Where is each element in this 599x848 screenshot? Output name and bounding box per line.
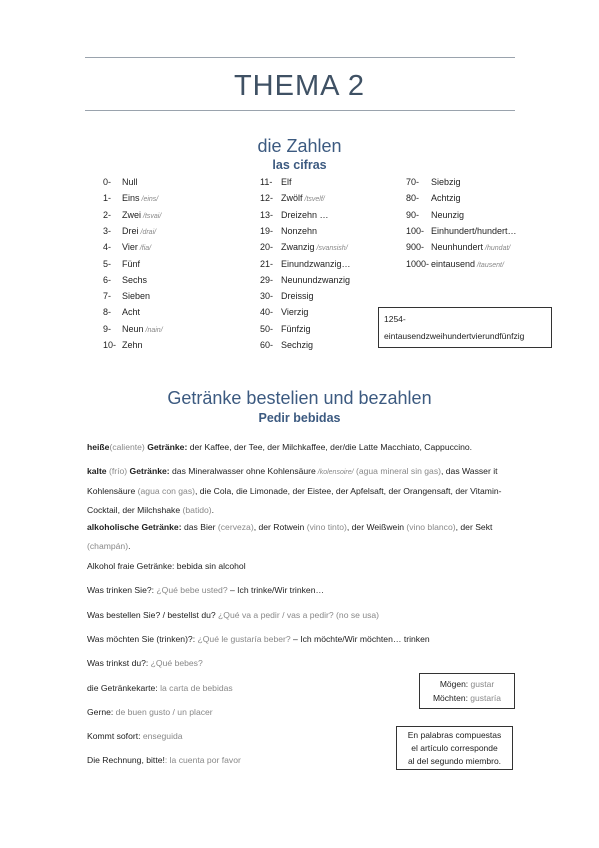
number-word: Nonzehn — [281, 225, 318, 236]
translation: gustaría — [467, 693, 502, 703]
translation: (agua con gas) — [135, 486, 195, 496]
number-word: Einhundert/hundert… — [431, 225, 517, 236]
number-digit: 90- — [406, 209, 420, 220]
phrase: Gerne: — [87, 707, 114, 717]
section-title-getraenke: Getränke bestelien und bezahlen — [167, 388, 432, 408]
number-entry — [103, 291, 150, 301]
number-pronunciation: /nain/ — [145, 326, 163, 334]
note: (no se usa) — [333, 610, 380, 620]
text: , das Wasser it Kohlensäure — [87, 466, 498, 496]
number-entry — [406, 226, 517, 236]
number-entry — [260, 177, 292, 187]
text: , der Weißwein — [346, 522, 405, 532]
number-digit: 20- — [260, 242, 274, 253]
translation: gustar — [468, 679, 495, 689]
number-word: Vierzig — [281, 307, 309, 318]
number-word: Neunhundert — [431, 242, 484, 253]
number-entry — [103, 324, 163, 334]
compound-note-box — [396, 726, 513, 770]
number-entry — [103, 275, 147, 285]
number-digit: 60- — [260, 340, 274, 350]
phrase-was-moechten-sie — [87, 630, 517, 649]
box-line: En palabras compuestas — [407, 730, 502, 740]
number-digit: 10- — [103, 340, 117, 350]
term: Möchten: — [432, 693, 468, 703]
number-word: Dreissig — [281, 291, 314, 302]
number-digit: 100- — [406, 225, 425, 236]
number-word: eintausend — [431, 258, 476, 269]
page-title: THEMA 2 — [233, 70, 366, 102]
translation: ¿Qué va a pedir / vas a pedir? — [215, 610, 334, 620]
number-digit: 12- — [260, 193, 274, 204]
translation: la carta de bebidas — [157, 683, 233, 693]
translation: (vino tinto) — [304, 522, 347, 532]
number-entry — [103, 226, 156, 236]
phrase: Was trinkst du?: — [87, 658, 149, 668]
number-pronunciation: /tsvai/ — [143, 212, 162, 220]
number-digit: 19- — [260, 225, 274, 236]
term: Mögen: — [439, 679, 469, 689]
translation: (batido) — [180, 505, 212, 515]
number-digit: 80- — [406, 193, 420, 204]
number-entry — [260, 324, 311, 334]
number-pronunciation: /tausent/ — [477, 261, 504, 269]
phrase: Die Rechnung, bitte! — [87, 755, 165, 765]
text: , die Cola, die Limonade, der Eistee, der Apfelsaft, der Orangensaft, der Vitamin-Cocktail, der Milchshake — [87, 486, 502, 515]
paragraph-alkoholische — [87, 518, 517, 556]
top-rule — [85, 57, 515, 58]
number-entry — [260, 340, 313, 350]
term: Getränke: — [127, 466, 170, 476]
number-word: Einundzwanzig… — [281, 258, 351, 269]
box-line: el artículo corresponde — [411, 743, 498, 753]
number-entry — [260, 275, 350, 285]
text: , der Sekt — [455, 522, 493, 532]
number-word: Null — [122, 177, 138, 187]
number-pronunciation: /drai/ — [140, 228, 157, 236]
number-digit: 50- — [260, 323, 274, 334]
number-word: Vier — [122, 242, 138, 253]
number-pronunciation: /fia/ — [139, 245, 152, 253]
box-line — [420, 691, 514, 705]
term: Getränke: — [144, 442, 188, 452]
number-entry — [260, 307, 308, 317]
box-line — [420, 677, 514, 691]
number-word: Fünf — [122, 258, 141, 269]
number-entry — [103, 177, 138, 187]
number-entry — [103, 307, 140, 317]
number-entry — [103, 193, 158, 203]
translation: ¿Qué bebe usted? — [154, 585, 228, 595]
phrase-was-trinken-sie — [87, 581, 517, 600]
number-word: Sechzig — [281, 340, 314, 350]
term: kalte — [87, 466, 107, 476]
translation: ¿Qué le gustaría beber? — [195, 634, 291, 644]
number-digit: 2- — [103, 209, 112, 220]
number-word: Sieben — [122, 291, 151, 302]
number-word: Sechs — [122, 274, 148, 285]
translation: enseguida — [140, 731, 183, 741]
number-word: Siebzig — [431, 177, 461, 187]
number-entry — [406, 259, 504, 269]
text: , der Rotwein — [253, 522, 305, 532]
number-digit: 5- — [103, 258, 112, 269]
number-digit: 1000- — [406, 258, 430, 269]
phrase: Was trinken Sie?: — [87, 585, 155, 595]
title-rule — [85, 110, 515, 111]
number-entry — [103, 210, 161, 220]
number-word: Neunundzwanzig — [281, 274, 351, 285]
number-word: Zehn — [122, 340, 143, 350]
number-word: Elf — [281, 177, 292, 187]
example-number: 1254- — [384, 314, 406, 324]
term: heiße — [87, 442, 110, 452]
term: alkoholische Getränke: — [87, 522, 182, 532]
number-entry — [103, 340, 143, 350]
number-digit: 11- — [260, 177, 273, 187]
number-word: Acht — [122, 307, 141, 318]
number-digit: 40- — [260, 307, 274, 318]
number-entry — [260, 242, 348, 252]
text: . — [128, 541, 131, 551]
paragraph-heisse — [87, 438, 517, 457]
number-entry — [260, 259, 351, 269]
answer: – Ich trinke/Wir trinken… — [227, 585, 325, 595]
number-word: Dreizehn … — [281, 209, 329, 220]
number-digit: 30- — [260, 291, 274, 302]
paragraph-kalte — [87, 462, 517, 520]
number-digit: 70- — [406, 177, 420, 187]
number-entry — [260, 193, 325, 203]
number-entry — [103, 259, 140, 269]
number-word: Drei — [122, 225, 139, 236]
translation: (agua mineral sin gas) — [353, 466, 441, 476]
translation: (cerveza) — [215, 522, 254, 532]
number-pronunciation: /svansish/ — [316, 245, 348, 253]
phrase: die Getränkekarte: — [87, 683, 158, 693]
translation: (vino blanco) — [404, 522, 456, 532]
pronunciation: /kolensoire/ — [315, 469, 354, 476]
box-line: al del segundo miembro. — [407, 756, 502, 766]
section-subtitle-getraenke: Pedir bebidas — [258, 411, 341, 425]
number-entry — [260, 226, 317, 236]
number-digit: 1- — [103, 193, 112, 204]
text: der Kaffee, der Tee, der Milchkaffee, der/die Latte Macchiato, Cappuccino. — [187, 442, 473, 452]
number-entry — [103, 242, 151, 252]
number-word: Eins — [122, 193, 140, 204]
number-digit: 21- — [260, 258, 274, 269]
number-digit: 7- — [103, 291, 112, 302]
translation: : la cuenta por favor — [164, 755, 241, 765]
number-digit: 9- — [103, 323, 112, 334]
number-pronunciation: /eins/ — [141, 196, 159, 204]
translation: (champán) — [87, 541, 129, 551]
number-digit: 6- — [103, 274, 112, 285]
text: . — [211, 505, 215, 515]
section-title-zahlen: die Zahlen — [257, 136, 342, 156]
number-entry — [406, 177, 461, 187]
number-word: Zwanzig — [281, 242, 315, 253]
number-entry — [260, 210, 329, 220]
phrase: Was möchten Sie (trinken)?: — [87, 634, 196, 644]
phrase: Was bestellen Sie? / bestellst du? — [87, 610, 216, 620]
number-entry — [406, 210, 464, 220]
text: das Mineralwasser ohne Kohlensäure — [169, 466, 316, 476]
number-digit: 0- — [103, 177, 112, 187]
number-word: Zwei — [122, 209, 142, 220]
phrase: Kommt sofort: — [87, 731, 141, 741]
number-word: Achtzig — [431, 193, 461, 204]
number-entry — [406, 242, 510, 252]
translation: (caliente) — [109, 442, 145, 452]
number-digit: 13- — [260, 209, 274, 220]
number-pronunciation: /tsvelf/ — [304, 196, 325, 204]
number-entry — [260, 291, 314, 301]
phrase-was-bestellen-sie — [87, 606, 517, 625]
number-word: Zwölf — [281, 193, 303, 204]
number-pronunciation: /hundat/ — [485, 245, 511, 253]
number-word: Neunzig — [431, 209, 465, 220]
text: das Bier — [181, 522, 216, 532]
number-entry — [406, 193, 461, 203]
paragraph-alkoholfrei — [87, 557, 517, 576]
number-word: Neun — [122, 323, 144, 334]
translation: de buen gusto / un placer — [113, 707, 213, 717]
number-digit: 8- — [103, 307, 112, 318]
number-digit: 4- — [103, 242, 112, 253]
answer: – Ich möchte/Wir möchten… trinken — [290, 634, 430, 644]
number-word: Fünfzig — [281, 323, 311, 334]
moegen-box — [419, 673, 515, 709]
number-digit: 3- — [103, 225, 112, 236]
section-subtitle-zahlen: las cifras — [272, 158, 327, 172]
example-word: eintausendzweihundertvierundfünfzig — [384, 331, 525, 341]
number-example-box — [378, 307, 552, 348]
number-digit: 900- — [406, 242, 425, 253]
translation: (frío) — [106, 466, 128, 476]
number-digit: 29- — [260, 274, 274, 285]
phrase-was-trinkst-du — [87, 654, 517, 673]
translation: ¿Qué bebes? — [148, 658, 203, 668]
text: Alkohol fraie Getränke: bebida sin alcohol — [87, 561, 246, 571]
